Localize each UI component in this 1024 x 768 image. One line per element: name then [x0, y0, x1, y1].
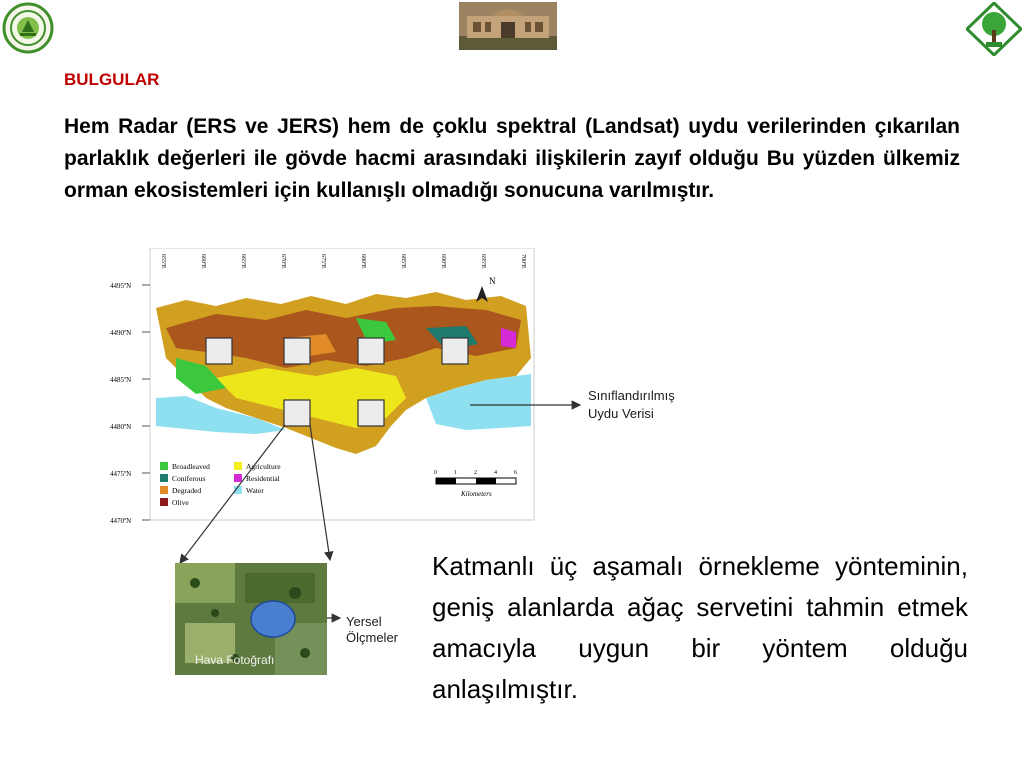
legend-label: Broadleaved: [172, 462, 210, 471]
legend-label: Residential: [246, 474, 280, 483]
lon-label: 665ºE: [240, 254, 246, 269]
field-plot-ellipse: [251, 601, 295, 637]
svg-text:N: N: [489, 276, 496, 286]
legend-label: Agriculture: [246, 462, 281, 471]
lon-label: 690ºE: [440, 254, 446, 269]
arrow-to-aerial-photo-right: [310, 425, 330, 560]
lat-label: 4480ºN: [110, 423, 132, 431]
classified-satellite-label: [588, 387, 675, 423]
field-label-line-2: Ölçmeler: [346, 630, 399, 645]
legend-label: Olive: [172, 498, 189, 507]
field-label-line-1: Yersel: [346, 614, 382, 629]
scale-tick-label: 1: [454, 470, 457, 476]
lat-label: 4495ºN: [110, 282, 132, 290]
lon-label: 660ºE: [200, 254, 206, 269]
lon-label: 675ºE: [320, 254, 326, 269]
lat-label: 4485ºN: [110, 376, 132, 384]
lon-label: 670ºE: [280, 254, 286, 269]
scale-unit: Kilometers: [461, 490, 492, 498]
legend-label: Water: [246, 486, 264, 495]
lat-label: 4475ºN: [110, 470, 132, 478]
lon-label: 695ºE: [480, 254, 486, 269]
lon-label: 700ºE: [520, 254, 526, 269]
classified-label-line-1: Sınıflandırılmış: [588, 388, 675, 403]
lat-label: 4470ºN: [110, 517, 132, 525]
intro-paragraph: Hem Radar (ERS ve JERS) hem de çoklu spektral (Landsat) uydu verilerinden çıkarılan parlaklık değerleri ile gövde hacmi arasındaki ilişkilerin zayıf olduğu Bu yüzden ülkemiz orman ekosistemleri için kullanışlı olmadığı sonucuna varılmıştır.: [64, 115, 960, 202]
aerial-photo-label: Hava Fotoğrafı: [195, 653, 275, 667]
conclusion-paragraph: Katmanlı üç aşamalı örnekleme yönteminin, geniş alanlarda ağaç servetini tahmin etmek amacıyla uygun bir yöntem olduğu anlaşılmıştır.: [432, 551, 968, 704]
section-title: BULGULAR: [64, 70, 160, 89]
field-measurements-label: [346, 614, 398, 646]
classified-label-line-2: Uydu Verisi: [588, 406, 654, 421]
scale-tick-label: 6: [514, 470, 517, 476]
scale-tick-label: 2: [474, 470, 477, 476]
lon-label: 680ºE: [360, 254, 366, 269]
lat-label: 4490ºN: [110, 329, 132, 337]
lon-label: 655ºE: [160, 254, 166, 269]
scale-tick-label: 0: [434, 470, 437, 476]
arrow-to-aerial-photo-left: [180, 425, 285, 563]
legend-label: Degraded: [172, 486, 202, 495]
legend-label: Coniferous: [172, 474, 206, 483]
scale-tick-label: 4: [494, 470, 497, 476]
lon-label: 685ºE: [400, 254, 406, 269]
